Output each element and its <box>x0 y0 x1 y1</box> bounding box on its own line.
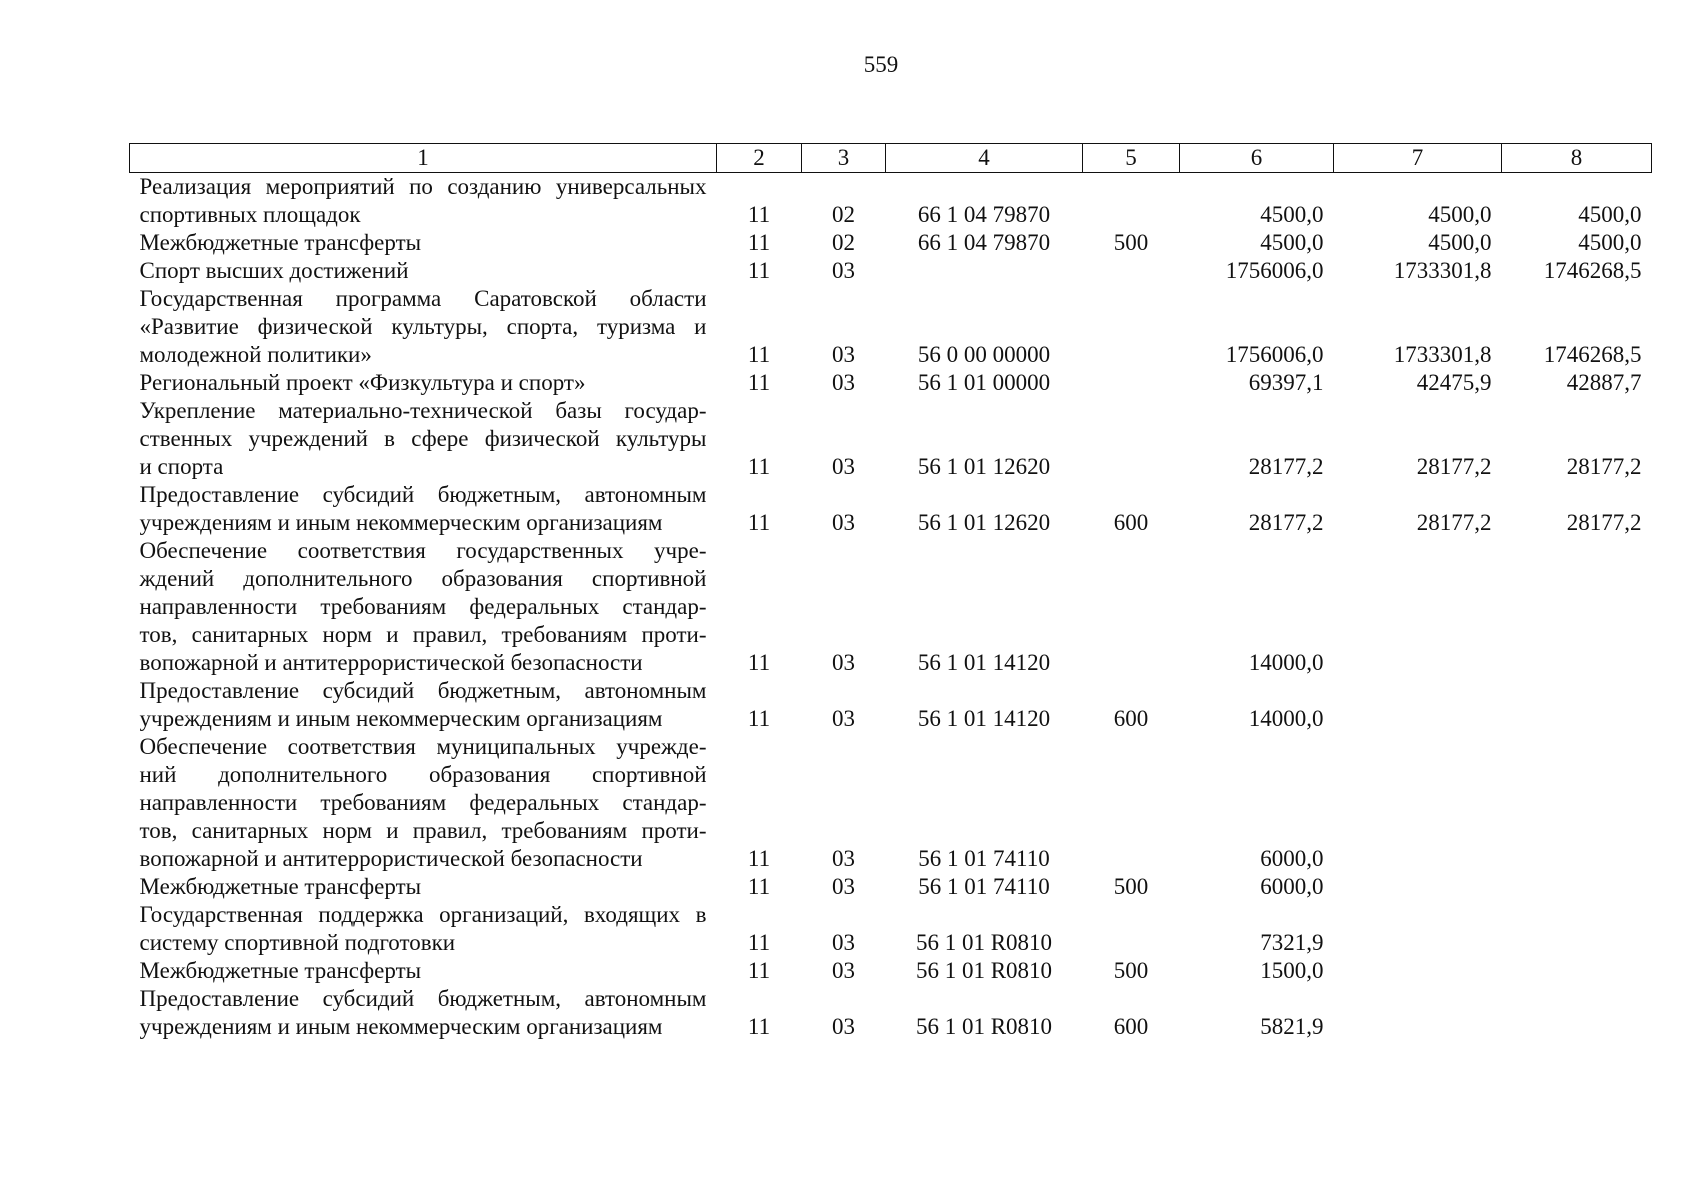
row-name <box>130 901 717 957</box>
row-name-line: направленности требованиям федеральных стандар- <box>139 594 707 619</box>
column-header-4: 4 <box>886 144 1083 173</box>
row-name-line: Межбюджетные трансферты <box>139 958 422 983</box>
subsection-code: 03 <box>832 846 855 871</box>
amount-col-7: 28177,2 <box>1416 454 1492 479</box>
column-header-7: 7 <box>1334 144 1502 173</box>
row-name <box>130 985 717 1041</box>
expense-type-code <box>1083 537 1180 677</box>
row-name-line: тов, санитарных норм и правил, требованиям проти- <box>139 818 707 843</box>
amount-col-7: 4500,0 <box>1428 202 1492 227</box>
amount-col-7 <box>1334 537 1502 677</box>
table-row <box>130 957 1652 985</box>
row-name-line: тов, санитарных норм и правил, требованиям проти- <box>139 622 707 647</box>
table-row <box>130 229 1652 257</box>
row-name-line: Спорт высших достижений <box>139 258 409 283</box>
table-row <box>130 873 1652 901</box>
row-name <box>130 229 717 257</box>
row-name <box>130 397 717 481</box>
amount-col-6: 6000,0 <box>1260 846 1324 871</box>
budget-table <box>129 143 1652 1041</box>
expense-type-code: 600 <box>1113 510 1149 535</box>
amount-col-6: 1756006,0 <box>1225 258 1324 283</box>
amount-col-7 <box>1334 901 1502 957</box>
amount-col-8: 28177,2 <box>1566 510 1642 535</box>
table-row <box>130 677 1652 733</box>
row-name-line: Обеспечение соответствия муниципальных учрежде- <box>139 734 707 759</box>
amount-col-7 <box>1334 733 1502 873</box>
subsection-code: 03 <box>832 370 855 395</box>
amount-col-6: 14000,0 <box>1248 650 1324 675</box>
row-name-line: молодежной политики» <box>139 342 372 367</box>
target-article-code <box>886 257 1083 285</box>
amount-col-8: 28177,2 <box>1566 454 1642 479</box>
expense-type-code <box>1083 369 1180 397</box>
expense-type-code: 500 <box>1113 874 1149 899</box>
section-code: 11 <box>747 202 771 227</box>
section-code: 11 <box>747 258 771 283</box>
table-row <box>130 985 1652 1041</box>
row-name-line: Укрепление материально-технической базы государ- <box>139 398 707 423</box>
expense-type-code <box>1083 733 1180 873</box>
expense-type-code <box>1083 285 1180 369</box>
amount-col-6: 6000,0 <box>1260 874 1324 899</box>
amount-col-8 <box>1502 677 1652 733</box>
amount-col-7 <box>1334 957 1502 985</box>
table-row <box>130 537 1652 677</box>
amount-col-8: 42887,7 <box>1566 370 1642 395</box>
subsection-code: 03 <box>832 958 855 983</box>
row-name-line: ственных учреждений в сфере физической культуры <box>139 426 707 451</box>
table-row <box>130 173 1652 230</box>
row-name-line: направленности требованиям федеральных стандар- <box>139 790 707 815</box>
expense-type-code <box>1083 257 1180 285</box>
target-article-code: 56 1 01 R0810 <box>915 958 1053 983</box>
table-row <box>130 369 1652 397</box>
section-code: 11 <box>747 846 771 871</box>
row-name-line: «Развитие физической культуры, спорта, туризма и <box>139 314 707 339</box>
expense-type-code <box>1083 901 1180 957</box>
amount-col-8: 4500,0 <box>1578 230 1642 255</box>
section-code: 11 <box>747 1014 771 1039</box>
section-code: 11 <box>747 342 771 367</box>
row-name <box>130 369 717 397</box>
expense-type-code <box>1083 397 1180 481</box>
row-name-line: Предоставление субсидий бюджетным, автономным <box>139 986 707 1011</box>
expense-type-code <box>1083 173 1180 230</box>
subsection-code: 03 <box>832 930 855 955</box>
row-name-line: Предоставление субсидий бюджетным, автономным <box>139 482 707 507</box>
row-name <box>130 481 717 537</box>
expense-type-code: 500 <box>1113 958 1149 983</box>
amount-col-7: 42475,9 <box>1416 370 1492 395</box>
amount-col-7 <box>1334 873 1502 901</box>
subsection-code: 02 <box>832 202 855 227</box>
amount-col-6: 5821,9 <box>1260 1014 1324 1039</box>
amount-col-8: 4500,0 <box>1578 202 1642 227</box>
section-code: 11 <box>747 230 771 255</box>
section-code: 11 <box>747 650 771 675</box>
row-name-line: и спорта <box>139 454 224 479</box>
target-article-code: 56 1 01 12620 <box>917 510 1051 535</box>
row-name <box>130 677 717 733</box>
row-name-line: вопожарной и антитеррористической безопасности <box>139 650 643 675</box>
expense-type-code: 600 <box>1113 1014 1149 1039</box>
subsection-code: 03 <box>832 510 855 535</box>
row-name-line: спортивных площадок <box>139 202 361 227</box>
amount-col-8 <box>1502 537 1652 677</box>
subsection-code: 03 <box>832 1014 855 1039</box>
subsection-code: 03 <box>832 706 855 731</box>
amount-col-7: 1733301,8 <box>1393 258 1492 283</box>
row-name-line: Межбюджетные трансферты <box>139 230 422 255</box>
subsection-code: 03 <box>832 258 855 283</box>
column-header-1: 1 <box>130 144 717 173</box>
table-row <box>130 733 1652 873</box>
row-name-line: вопожарной и антитеррористической безопасности <box>139 846 643 871</box>
section-code: 11 <box>747 706 771 731</box>
section-code: 11 <box>747 930 771 955</box>
target-article-code: 56 1 01 74110 <box>918 874 1050 899</box>
column-header-2: 2 <box>717 144 802 173</box>
subsection-code: 03 <box>832 454 855 479</box>
row-name-line: Государственная поддержка организаций, входящих в <box>139 902 707 927</box>
row-name <box>130 537 717 677</box>
row-name-line: учреждениям и иным некоммерческим организациям <box>139 510 663 535</box>
amount-col-6: 1500,0 <box>1260 958 1324 983</box>
section-code: 11 <box>747 874 771 899</box>
table-row <box>130 481 1652 537</box>
amount-col-8 <box>1502 733 1652 873</box>
section-code: 11 <box>747 370 771 395</box>
subsection-code: 03 <box>832 650 855 675</box>
target-article-code: 56 1 01 74110 <box>918 846 1050 871</box>
target-article-code: 66 1 04 79870 <box>917 230 1051 255</box>
row-name-line: Межбюджетные трансферты <box>139 874 422 899</box>
amount-col-6: 28177,2 <box>1248 454 1324 479</box>
subsection-code: 03 <box>832 874 855 899</box>
column-header-5: 5 <box>1083 144 1180 173</box>
row-name <box>130 733 717 873</box>
row-name-line: ждений дополнительного образования спортивной <box>139 566 707 591</box>
amount-col-6: 1756006,0 <box>1225 342 1324 367</box>
amount-col-8 <box>1502 985 1652 1041</box>
column-header-3: 3 <box>802 144 886 173</box>
amount-col-8 <box>1502 901 1652 957</box>
row-name <box>130 257 717 285</box>
amount-col-6: 4500,0 <box>1260 230 1324 255</box>
row-name <box>130 873 717 901</box>
row-name <box>130 957 717 985</box>
amount-col-7: 28177,2 <box>1416 510 1492 535</box>
row-name-line: Предоставление субсидий бюджетным, автономным <box>139 678 707 703</box>
subsection-code: 03 <box>832 342 855 367</box>
row-name-line: систему спортивной подготовки <box>139 930 456 955</box>
amount-col-8 <box>1502 957 1652 985</box>
amount-col-6: 69397,1 <box>1248 370 1324 395</box>
target-article-code: 56 1 01 R0810 <box>915 1014 1053 1039</box>
amount-col-8 <box>1502 873 1652 901</box>
row-name-line: Реализация мероприятий по созданию универсальных <box>139 174 707 199</box>
amount-col-7: 4500,0 <box>1428 230 1492 255</box>
row-name <box>130 285 717 369</box>
column-header-8: 8 <box>1502 144 1652 173</box>
table-row <box>130 257 1652 285</box>
target-article-code: 56 1 01 R0810 <box>915 930 1053 955</box>
expense-type-code: 600 <box>1113 706 1149 731</box>
section-code: 11 <box>747 958 771 983</box>
target-article-code: 56 1 01 12620 <box>917 454 1051 479</box>
table-header <box>130 144 1652 173</box>
amount-col-6: 7321,9 <box>1260 930 1324 955</box>
row-name-line: Региональный проект «Физкультура и спорт» <box>139 370 586 395</box>
subsection-code: 02 <box>832 230 855 255</box>
target-article-code: 56 1 01 14120 <box>917 706 1051 731</box>
row-name-line: Государственная программа Саратовской области <box>139 286 707 311</box>
section-code: 11 <box>747 510 771 535</box>
amount-col-7: 1733301,8 <box>1393 342 1492 367</box>
header-row <box>130 144 1652 173</box>
amount-col-7 <box>1334 677 1502 733</box>
amount-col-6: 14000,0 <box>1248 706 1324 731</box>
expense-type-code: 500 <box>1113 230 1149 255</box>
table-row <box>130 285 1652 369</box>
page-number: 559 <box>863 52 899 77</box>
row-name <box>130 173 717 230</box>
amount-col-7 <box>1334 985 1502 1041</box>
target-article-code: 56 1 01 00000 <box>917 370 1051 395</box>
column-header-6: 6 <box>1180 144 1334 173</box>
table-row <box>130 901 1652 957</box>
amount-col-8: 1746268,5 <box>1543 258 1642 283</box>
amount-col-6: 28177,2 <box>1248 510 1324 535</box>
row-name-line: Обеспечение соответствия государственных учре- <box>139 538 707 563</box>
row-name-line: учреждениям и иным некоммерческим организациям <box>139 706 663 731</box>
amount-col-8: 1746268,5 <box>1543 342 1642 367</box>
row-name-line: учреждениям и иным некоммерческим организациям <box>139 1014 663 1039</box>
row-name-line: ний дополнительного образования спортивной <box>139 762 707 787</box>
target-article-code: 66 1 04 79870 <box>917 202 1051 227</box>
table-body <box>130 173 1652 1042</box>
section-code: 11 <box>747 454 771 479</box>
target-article-code: 56 0 00 00000 <box>917 342 1051 367</box>
amount-col-6: 4500,0 <box>1260 202 1324 227</box>
target-article-code: 56 1 01 14120 <box>917 650 1051 675</box>
table-row <box>130 397 1652 481</box>
